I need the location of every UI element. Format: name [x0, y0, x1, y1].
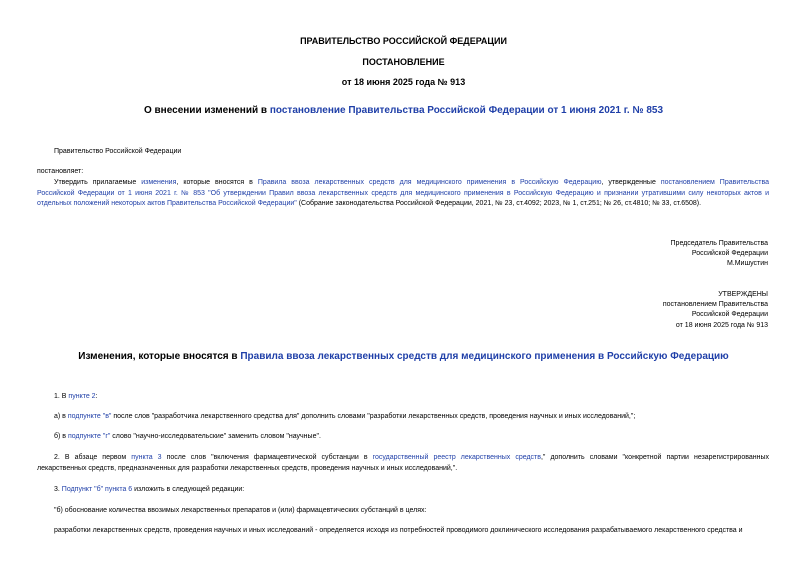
quote-line-2: разработки лекарственных средств, проведения научных и иных исследований - определяется исходя из потребностей проводимого доклинического исследования разрабатываемого лекарственного средства и — [54, 527, 743, 534]
item-2-line-1: 2. В абзаце первом пункта 3 после слов "включения фармацевтической субстанции в государственный реестр лекарственных средств," дополнить словами "конкретной партии незарегистрированных — [54, 454, 770, 461]
rules-link[interactable]: Правила ввоза лекарственных средств для медицинского применения в Российскую Федерацию — [257, 179, 602, 186]
item-1a: а) в подпункте "в" после слов "разработчика лекарственного средства для" дополнить словами "разработки лекарственных средств, проведения научных и иных исследований,"; — [54, 413, 636, 420]
item-2-link-registry[interactable]: государственный реестр лекарственных средств — [372, 454, 541, 461]
changes-title — [0, 351, 807, 362]
approved-block — [663, 290, 768, 331]
paragraph-approve-line-3: отдельных положений некоторых актов Правительства Российской Федерации" (Собрание законодательства Российской Федерации, 2021, № 23, ст.4092; 2023, № 1, ст.251; № 26, ст.4810; № 33, ст.6508). — [37, 200, 702, 208]
header-date-number: от 18 июня 2025 года № 913 — [341, 77, 466, 87]
signature-position: Председатель Правительства — [670, 240, 768, 247]
item-1b-link[interactable]: подпункте "г" — [67, 433, 111, 440]
item-1a-link[interactable]: подпункте "в" — [67, 413, 112, 420]
title-prefix: О внесении изменений в — [143, 105, 270, 116]
signature-country: Российской Федерации — [691, 250, 768, 258]
approved-date: от 18 июня 2025 года № 913 — [675, 321, 768, 329]
quote-line-1: "б) обоснование количества ввозимых лекарственных препаратов и (или) фармацевтических субстанций в целях: — [54, 507, 427, 514]
item-3-link[interactable]: Подпункт "б" пункта 6 — [61, 486, 133, 493]
resolution-link-part-3[interactable]: отдельных положений некоторых актов Правительства Российской Федерации" — [37, 200, 297, 208]
item-1-link[interactable]: пункте 2 — [68, 393, 96, 400]
changes-link[interactable]: изменения — [141, 179, 177, 186]
decides-text: постановляет: — [37, 168, 84, 175]
paragraph-approve-line-1: Утвердить прилагаемые изменения, которые вносятся в Правила ввоза лекарственных средств для медицинского применения в Российскую Федерацию, утвержденные постановлением Правительства — [54, 179, 769, 186]
item-2 — [37, 453, 769, 474]
item-2-link-point[interactable]: пункта 3 — [131, 454, 162, 461]
item-2-line-2: лекарственных средств, предназначенных для разработки лекарственных средств, проведения научных и иных исследований,". — [37, 464, 458, 472]
approved-country: Российской Федерации — [691, 311, 768, 319]
item-1b: б) в подпункте "г" слово "научно-исследовательские" заменить словом "научные". — [54, 433, 321, 440]
paragraph-approve — [37, 178, 769, 210]
document-title — [0, 105, 807, 116]
signature-name: М.Мишустин — [726, 260, 768, 268]
header-org: ПРАВИТЕЛЬСТВО РОССИЙСКОЙ ФЕДЕРАЦИИ — [300, 36, 507, 46]
government-text: Правительство Российской Федерации — [54, 148, 182, 155]
resolution-link-part-2[interactable]: Российской Федерации от 1 июня 2021 г. № 853 "Об утверждении Правил ввоза лекарственных средств для медицинского применения в Российскую Федерацию и признании утратившими силу некоторых актов и — [37, 189, 769, 197]
resolution-link-part-1[interactable]: постановлением Правительства — [660, 179, 769, 186]
title-link[interactable]: постановление Правительства Российской Федерации от 1 июня 2021 г. № 853 — [269, 105, 664, 116]
approved-heading: УТВЕРЖДЕНЫ — [718, 291, 768, 298]
item-3: 3. Подпункт "б" пункта 6 изложить в следующей редакции: — [54, 486, 245, 493]
header-doc-type: ПОСТАНОВЛЕНИЕ — [362, 57, 445, 67]
signature-block — [671, 239, 768, 270]
changes-title-prefix: Изменения, которые вносятся в — [78, 351, 241, 362]
approved-by: постановлением Правительства — [662, 301, 768, 309]
changes-title-link[interactable]: Правила ввоза лекарственных средств для медицинского применения в Российскую Федерацию — [240, 351, 729, 362]
item-1: 1. В пункте 2: — [54, 393, 98, 400]
